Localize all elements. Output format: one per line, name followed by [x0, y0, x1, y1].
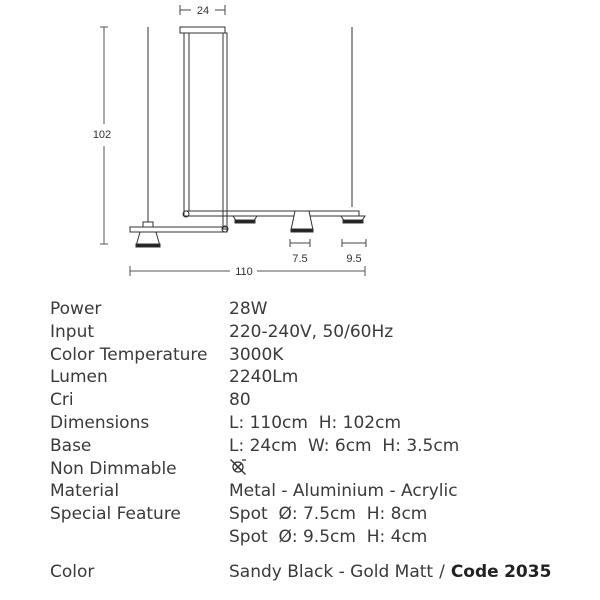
color-value: Sandy Black - Gold Matt	[229, 561, 434, 582]
color-separator: /	[439, 561, 445, 582]
spec-row-cri	[50, 389, 570, 412]
spec-key: Cri	[50, 390, 74, 411]
spec-table	[50, 298, 570, 584]
spec-value: Metal - Aluminium - Acrylic	[229, 481, 458, 502]
spec-row-input	[50, 321, 570, 344]
light-frame	[130, 33, 359, 232]
suspension-wires	[148, 27, 352, 222]
spec-row-color	[50, 561, 570, 584]
base-width-label: 24	[196, 5, 210, 17]
spec-key: Base	[50, 435, 92, 456]
spot-lamp-middle-flat	[233, 216, 257, 223]
spec-value: 220-240V, 50/60Hz	[229, 321, 394, 342]
code-label: Code	[450, 561, 499, 582]
spot-small-dimension	[290, 239, 310, 247]
length-label: 110	[235, 266, 253, 278]
spec-value: Spot Ø: 9.5cm H: 4cm	[229, 526, 428, 547]
spot-large-dimension	[342, 239, 366, 247]
spec-key: Dimensions	[50, 412, 150, 433]
product-code: 2035	[504, 561, 552, 582]
spot-lamp-left	[136, 222, 160, 247]
spec-value: 80	[229, 390, 251, 411]
spec-key: Material	[50, 481, 120, 502]
spec-row-special-feature	[50, 503, 570, 526]
spec-value: L: 110cm H: 102cm	[229, 412, 402, 433]
spec-row-non-dimmable	[50, 458, 570, 481]
spec-value: 28W	[229, 299, 268, 319]
spec-key: Non Dimmable	[50, 458, 177, 479]
ceiling-base	[180, 27, 225, 33]
spot-small-label: 7.5	[292, 253, 308, 265]
spec-value: 3000K	[229, 344, 284, 365]
spec-key: Lumen	[50, 367, 108, 388]
spec-key: Color	[50, 561, 95, 582]
spec-row-special-feature-2	[50, 526, 570, 549]
height-label: 102	[92, 129, 112, 141]
spot-lamp-tall	[291, 211, 313, 232]
spec-value: Spot Ø: 7.5cm H: 8cm	[229, 504, 428, 525]
spec-row-dimensions	[50, 412, 570, 435]
spec-key: Color Temperature	[50, 344, 208, 365]
spec-row-base	[50, 435, 570, 458]
spot-lamp-right-flat	[341, 216, 365, 223]
spec-row-lumen	[50, 366, 570, 389]
spec-value: 2240Lm	[229, 367, 299, 388]
spec-row-color-temperature	[50, 344, 570, 367]
spec-row-material	[50, 480, 570, 503]
spec-value: L: 24cm W: 6cm H: 3.5cm	[229, 435, 460, 456]
spec-row-power	[50, 298, 570, 321]
spec-key: Power	[50, 299, 102, 319]
spec-key: Input	[50, 321, 95, 342]
spec-key: Special Feature	[50, 504, 181, 525]
spot-large-label: 9.5	[346, 253, 362, 265]
non-dimmable-icon	[229, 458, 247, 476]
product-drawing	[0, 0, 600, 290]
